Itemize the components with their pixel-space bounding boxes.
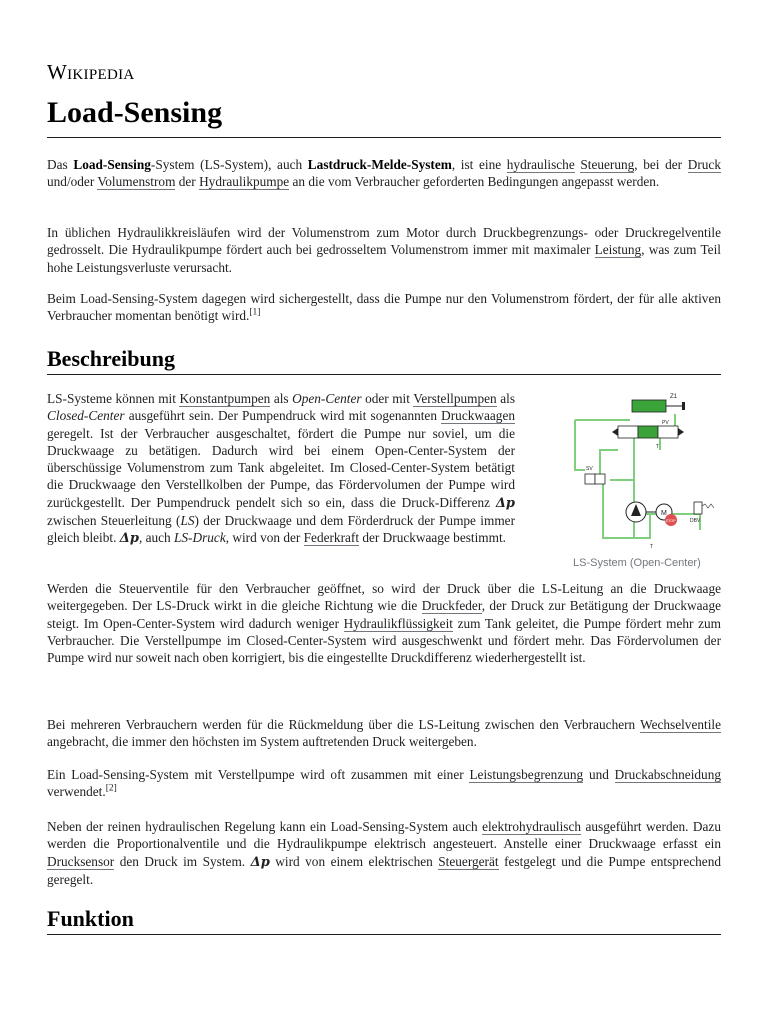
section-divider (47, 374, 721, 375)
section-paragraph (47, 580, 721, 666)
intro-paragraph (47, 156, 721, 191)
section-paragraph (47, 818, 721, 888)
svg-text:T: T (650, 544, 654, 550)
article-link[interactable]: Druckwaagen (441, 408, 515, 424)
text-run: als (496, 391, 515, 406)
section-heading-beschreibung: Beschreibung (47, 346, 175, 371)
text-run: , der Druck zur Betätigung der Druckwaage steigt. Im Open-Center-System wird dadurch weniger (47, 598, 722, 631)
italic-term: Closed-Center (47, 408, 125, 424)
italic-term: LS (180, 513, 195, 529)
article-link[interactable]: Federkraft (303, 530, 360, 546)
article-link[interactable]: Druck (687, 157, 721, 172)
text-run: und (583, 767, 615, 782)
cylinder-z1 (632, 400, 666, 412)
footnote-reference[interactable]: [1] (249, 307, 261, 318)
delta-p-symbol: Δp (495, 495, 515, 511)
text-run: Beim Load-Sensing-System dagegen wird sichergestellt, dass die Pumpe nur den Volumenstrom fördert, der für alle aktiven Verbraucher momentan benötigt wird. (47, 291, 721, 324)
text-run: LS-Systeme können mit (47, 391, 180, 406)
text-run: -System (LS-System), auch (150, 157, 308, 172)
svg-text:T: T (656, 444, 660, 450)
hydraulic-schematic (570, 390, 720, 560)
article-link[interactable]: Leistungsbegrenzung (469, 767, 584, 782)
title-divider (47, 137, 721, 138)
text-run: angebracht, die immer den höchsten im System auftretenden Druck weitergeben. (47, 734, 477, 750)
page-title: Load-Sensing (47, 96, 223, 129)
italic-term: Open-Center (292, 391, 362, 406)
delta-p-symbol: Δp (119, 531, 139, 547)
text-run: , ist eine (451, 157, 507, 172)
text-run: , bei der (634, 157, 688, 172)
text-run: , wird von der (225, 530, 304, 546)
svg-text:STOP: STOP (666, 519, 676, 523)
section-paragraph (47, 716, 721, 751)
text-run: ausgeführt sein. Der Pumpendruck wird mit sogenannten (124, 408, 442, 424)
text-run: ) der Druckwaage und dem Förderdruck der Pumpe immer gleich bleibt. (47, 513, 516, 546)
svg-text:DBV: DBV (690, 518, 701, 524)
article-link[interactable]: Drucksensor (47, 853, 115, 869)
text-run: den Druck im System. (114, 853, 251, 869)
article-link[interactable]: Hydraulikpumpe (199, 174, 290, 190)
text-run: Ein Load-Sensing-System mit Verstellpumpe wird oft zusammen mit einer (47, 767, 470, 782)
svg-text:PV: PV (662, 420, 669, 426)
text-run: oder mit (361, 391, 414, 406)
article-link[interactable]: hydraulische (506, 157, 575, 172)
article-link[interactable]: Leistung (594, 242, 642, 258)
section-paragraph (47, 390, 515, 548)
text-run: Werden die Steuerventile für den Verbraucher geöffnet, so wird der Druck über die LS-Leitung an die Druckwaage weitergegeben. Der LS-Druck wirkt in die gleiche Richtung wie die (47, 581, 721, 614)
italic-term: LS-Druck (174, 530, 226, 546)
article-link[interactable]: Konstantpumpen (179, 391, 271, 406)
label-z1: Z1 (670, 394, 678, 400)
article-link[interactable]: Volumenstrom (97, 174, 176, 190)
text-run: an die vom Verbraucher geforderten Bedingungen angepasst werden. (289, 174, 660, 190)
text-run: wird von einem elektrischen (269, 853, 439, 869)
text-run: In üblichen Hydraulikkreisläufen wird der Volumenstrom zum Motor durch Druckbegrenzungs- oder Druckregelventile gedrosselt. Die Hydraulikpumpe fördert auch bei gedrosseltem Volumenstrom immer mit maximaler (47, 225, 721, 258)
text-run: zum Tank geleitet, die Pumpe fördert mehr zum Verbraucher. Die Verstellpumpe im Closed-Center-System wird ausgeschwenkt und fördert mehr. Das Fördervolumen der Pumpe wird nur soweit nach oben korrigiert, bis die eingestellte Druckdifferenz wiederhergestellt ist. (47, 615, 721, 666)
svg-text:SV: SV (586, 466, 593, 472)
figure-caption: LS-System (Open-Center) (573, 557, 701, 569)
delta-p-symbol: Δp (250, 854, 270, 870)
text-run: Bei mehreren Verbrauchern werden für die Rückmeldung über die LS-Leitung zwischen den Verbrauchern (47, 717, 641, 732)
article-link[interactable]: Steuerung (580, 157, 635, 172)
article-link[interactable]: Wechselventile (640, 717, 721, 732)
bold-term: Load-Sensing (73, 157, 151, 172)
text-run: Neben der reinen hydraulischen Regelung kann ein Load-Sensing-System auch (47, 819, 483, 834)
svg-text:M: M (661, 510, 667, 517)
text-run: Das (47, 157, 74, 172)
text-run: ausgeführt werden. Dazu werden die Proportionalventile und die Hydraulikpumpe elektrisch angesteuert. Anstelle einer Druckwaage erfasst ein (47, 819, 721, 852)
intro-paragraph (47, 224, 721, 276)
article-link[interactable]: Druckabschneidung (614, 767, 721, 782)
section-paragraph (47, 766, 721, 801)
footnote-reference[interactable]: [2] (105, 783, 117, 794)
text-run: verwendet. (47, 784, 106, 800)
section-heading-funktion: Funktion (47, 906, 134, 931)
text-run: und/oder (47, 174, 98, 190)
text-run: der (175, 174, 200, 190)
text-run: geregelt. Ist der Verbraucher ausgeschaltet, fördert die Pumpe nur soviel, um die Druckwaage zu betätigen. Dadurch wird bei einem Open-Center-System der überschüssige Volumenstrom zum Tank abgeleitet. Im Closed-Center-System betätigt die Druckwaage den Verstellkolben der Pumpe, das Fördervolumen der Pumpe wird zurückgestellt. Der Pumpendruck pendelt sich so ein, dass die Druck-Differenz (47, 425, 515, 510)
article-link[interactable]: Druckfeder (421, 598, 482, 614)
bold-term: Lastdruck-Melde-System (307, 157, 452, 172)
text-run: zwischen Steuerleitung ( (47, 513, 181, 529)
section-divider (47, 934, 721, 935)
text-run: als (270, 391, 293, 406)
intro-paragraph (47, 290, 721, 325)
text-run: der Druckwaage bestimmt. (359, 530, 506, 546)
text-run: festgelegt und die Pumpe entsprechend geregelt. (47, 853, 721, 887)
article-link[interactable]: elektrohydraulisch (482, 819, 582, 834)
article-link[interactable]: Verstellpumpen (413, 391, 497, 406)
text-run: , was zum Teil hohe Leistungsverluste verursacht. (47, 242, 721, 275)
article-link[interactable]: Steuergerät (438, 853, 499, 869)
article-link[interactable]: Hydraulikflüssigkeit (343, 615, 453, 631)
wikipedia-logo[interactable]: Wikipedia (47, 60, 135, 84)
text-run: , auch (138, 530, 175, 546)
